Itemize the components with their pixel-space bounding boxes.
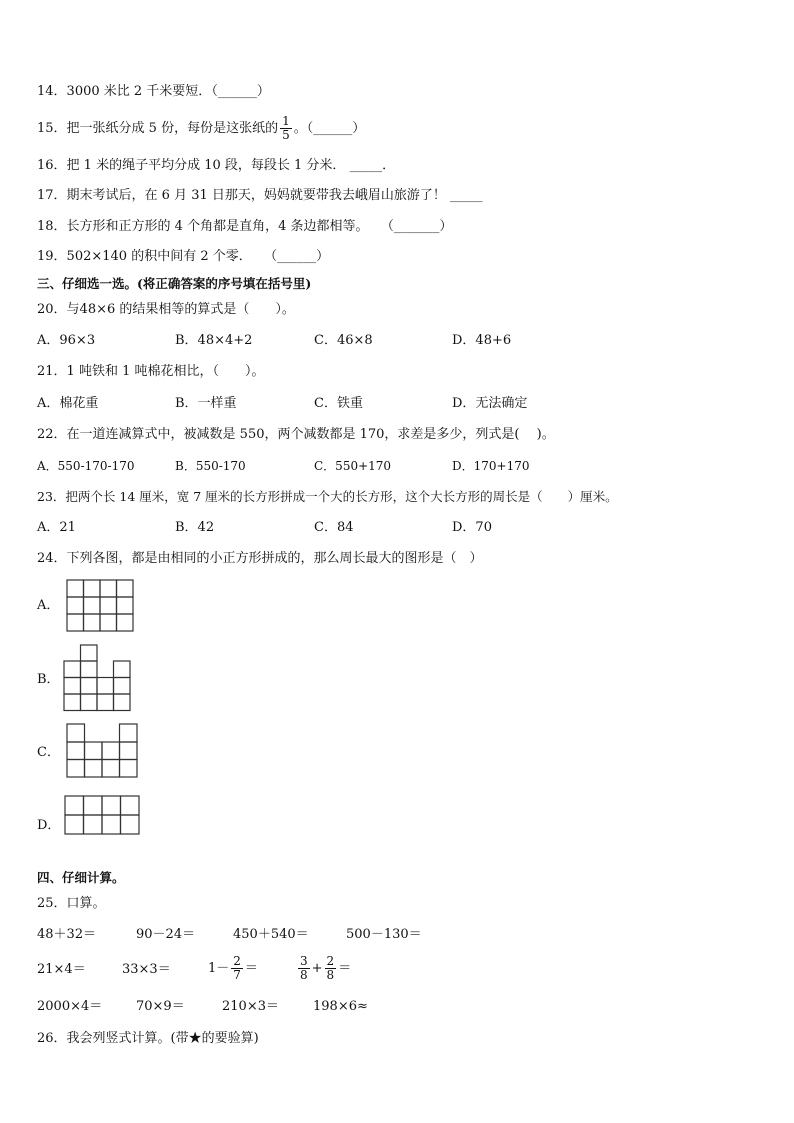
question-14: 14．3000 米比 2 千米要短．（______） bbox=[37, 84, 270, 99]
option-b[interactable]: B．48×4+2 bbox=[175, 333, 253, 348]
option-d[interactable]: D．无法确定 bbox=[452, 396, 528, 411]
calc-item: 48＋32＝ bbox=[37, 927, 97, 942]
grid-figure-b bbox=[63, 644, 133, 712]
option-b[interactable]: B．一样重 bbox=[175, 396, 237, 411]
grid-figure-c bbox=[66, 723, 138, 779]
calc-item: 70×9＝ bbox=[136, 999, 185, 1014]
question-17: 17．期末考试后，在 6 月 31 日那天，妈妈就要带我去峨眉山旅游了！ _____ bbox=[37, 188, 483, 203]
option-c[interactable]: C．550+170 bbox=[314, 459, 392, 473]
grid-figure-d bbox=[64, 795, 141, 835]
option-a[interactable]: A．棉花重 bbox=[37, 396, 99, 411]
calc-item: 210×3＝ bbox=[222, 999, 279, 1014]
section-title-choice: 三、仔细选一选。(将正确答案的序号填在括号里) bbox=[37, 276, 312, 291]
answer-blank[interactable]: _____． bbox=[349, 158, 396, 173]
question-15: 15．把一张纸分成 5 份，每份是这张纸的 $\frac{1}{5}$ 。（______） bbox=[37, 114, 366, 142]
calc-item: 90－24＝ bbox=[136, 927, 196, 942]
option-c[interactable]: C．84 bbox=[314, 520, 354, 535]
option-b[interactable]: B．42 bbox=[175, 520, 215, 535]
figure-label-b[interactable]: B． bbox=[37, 672, 60, 687]
option-a[interactable]: A．21 bbox=[37, 520, 76, 535]
figure-label-a[interactable]: A． bbox=[37, 598, 60, 613]
calc-item: 450＋540＝ bbox=[233, 927, 309, 942]
grid-figure-a bbox=[66, 579, 134, 633]
calc-item: 21×4＝ bbox=[37, 962, 86, 977]
answer-blank[interactable]: （______） bbox=[264, 249, 330, 264]
fraction: $\frac{3}{8}$ bbox=[300, 954, 308, 982]
figure-c bbox=[66, 723, 138, 779]
question-23-stem: 23．把两个长 14 厘米，宽 7 厘米的长方形拼成一个大的长方形，这个大长方形的周长是（ ）厘米。 bbox=[37, 489, 618, 504]
option-d[interactable]: D．48+6 bbox=[452, 333, 512, 348]
option-a[interactable]: A．96×3 bbox=[37, 333, 96, 348]
figure-d bbox=[64, 795, 141, 835]
calc-item: 198×6≈ bbox=[313, 999, 368, 1014]
figure-a bbox=[66, 579, 134, 633]
fraction: $\frac{2}{7}$ bbox=[233, 954, 241, 982]
answer-blank[interactable]: （______） bbox=[211, 84, 270, 99]
question-19: 19．502×140 的积中间有 2 个零． （______） bbox=[37, 249, 330, 264]
figure-label-c[interactable]: C． bbox=[37, 745, 60, 760]
option-d[interactable]: D．170+170 bbox=[452, 459, 530, 473]
question-18: 18．长方形和正方形的 4 个角都是直角，4 条边都相等。 （_______） bbox=[37, 219, 453, 234]
figure-label-d[interactable]: D． bbox=[37, 818, 61, 833]
calc-item-fraction-sum: $\frac{3}{8}$ + $\frac{2}{8}$ ＝ bbox=[300, 954, 352, 982]
answer-blank[interactable]: （_______） bbox=[380, 219, 453, 234]
question-16: 16．把 1 米的绳子平均分成 10 段，每段长 1 分米． _____． bbox=[37, 158, 396, 173]
fraction: $\frac{2}{8}$ bbox=[326, 954, 335, 982]
answer-blank[interactable]: （______） bbox=[306, 121, 366, 136]
question-26-stem: 26．我会列竖式计算。(带★的要验算) bbox=[37, 1031, 259, 1046]
calc-item: 33×3＝ bbox=[122, 962, 171, 977]
question-21-stem: 21．1 吨铁和 1 吨棉花相比，（ ）。 bbox=[37, 364, 265, 379]
calc-item: 500－130＝ bbox=[346, 927, 422, 942]
calc-item-fraction: 1－ $\frac{2}{7}$ ＝ bbox=[208, 954, 258, 982]
option-a[interactable]: A．550-170-170 bbox=[37, 459, 135, 473]
question-24-stem: 24．下列各图，都是由相同的小正方形拼成的，那么周长最大的图形是（ ） bbox=[37, 551, 483, 566]
option-b[interactable]: B．550-170 bbox=[175, 459, 246, 473]
question-25-stem: 25．口算。 bbox=[37, 896, 106, 911]
option-c[interactable]: C．46×8 bbox=[314, 333, 373, 348]
figure-b bbox=[63, 644, 133, 712]
section-title-calc: 四、仔细计算。 bbox=[37, 870, 125, 885]
option-c[interactable]: C．铁重 bbox=[314, 396, 363, 411]
question-22-stem: 22．在一道连减算式中，被减数是 550，两个减数都是 170，求差是多少，列式是( )。 bbox=[37, 427, 555, 442]
option-d[interactable]: D．70 bbox=[452, 520, 492, 535]
calc-item: 2000×4＝ bbox=[37, 999, 103, 1014]
question-20-stem: 20．与48×6 的结果相等的算式是（ ）。 bbox=[37, 302, 295, 317]
fraction: $\frac{1}{5}$ bbox=[282, 114, 290, 142]
answer-blank[interactable]: _____ bbox=[450, 188, 483, 203]
